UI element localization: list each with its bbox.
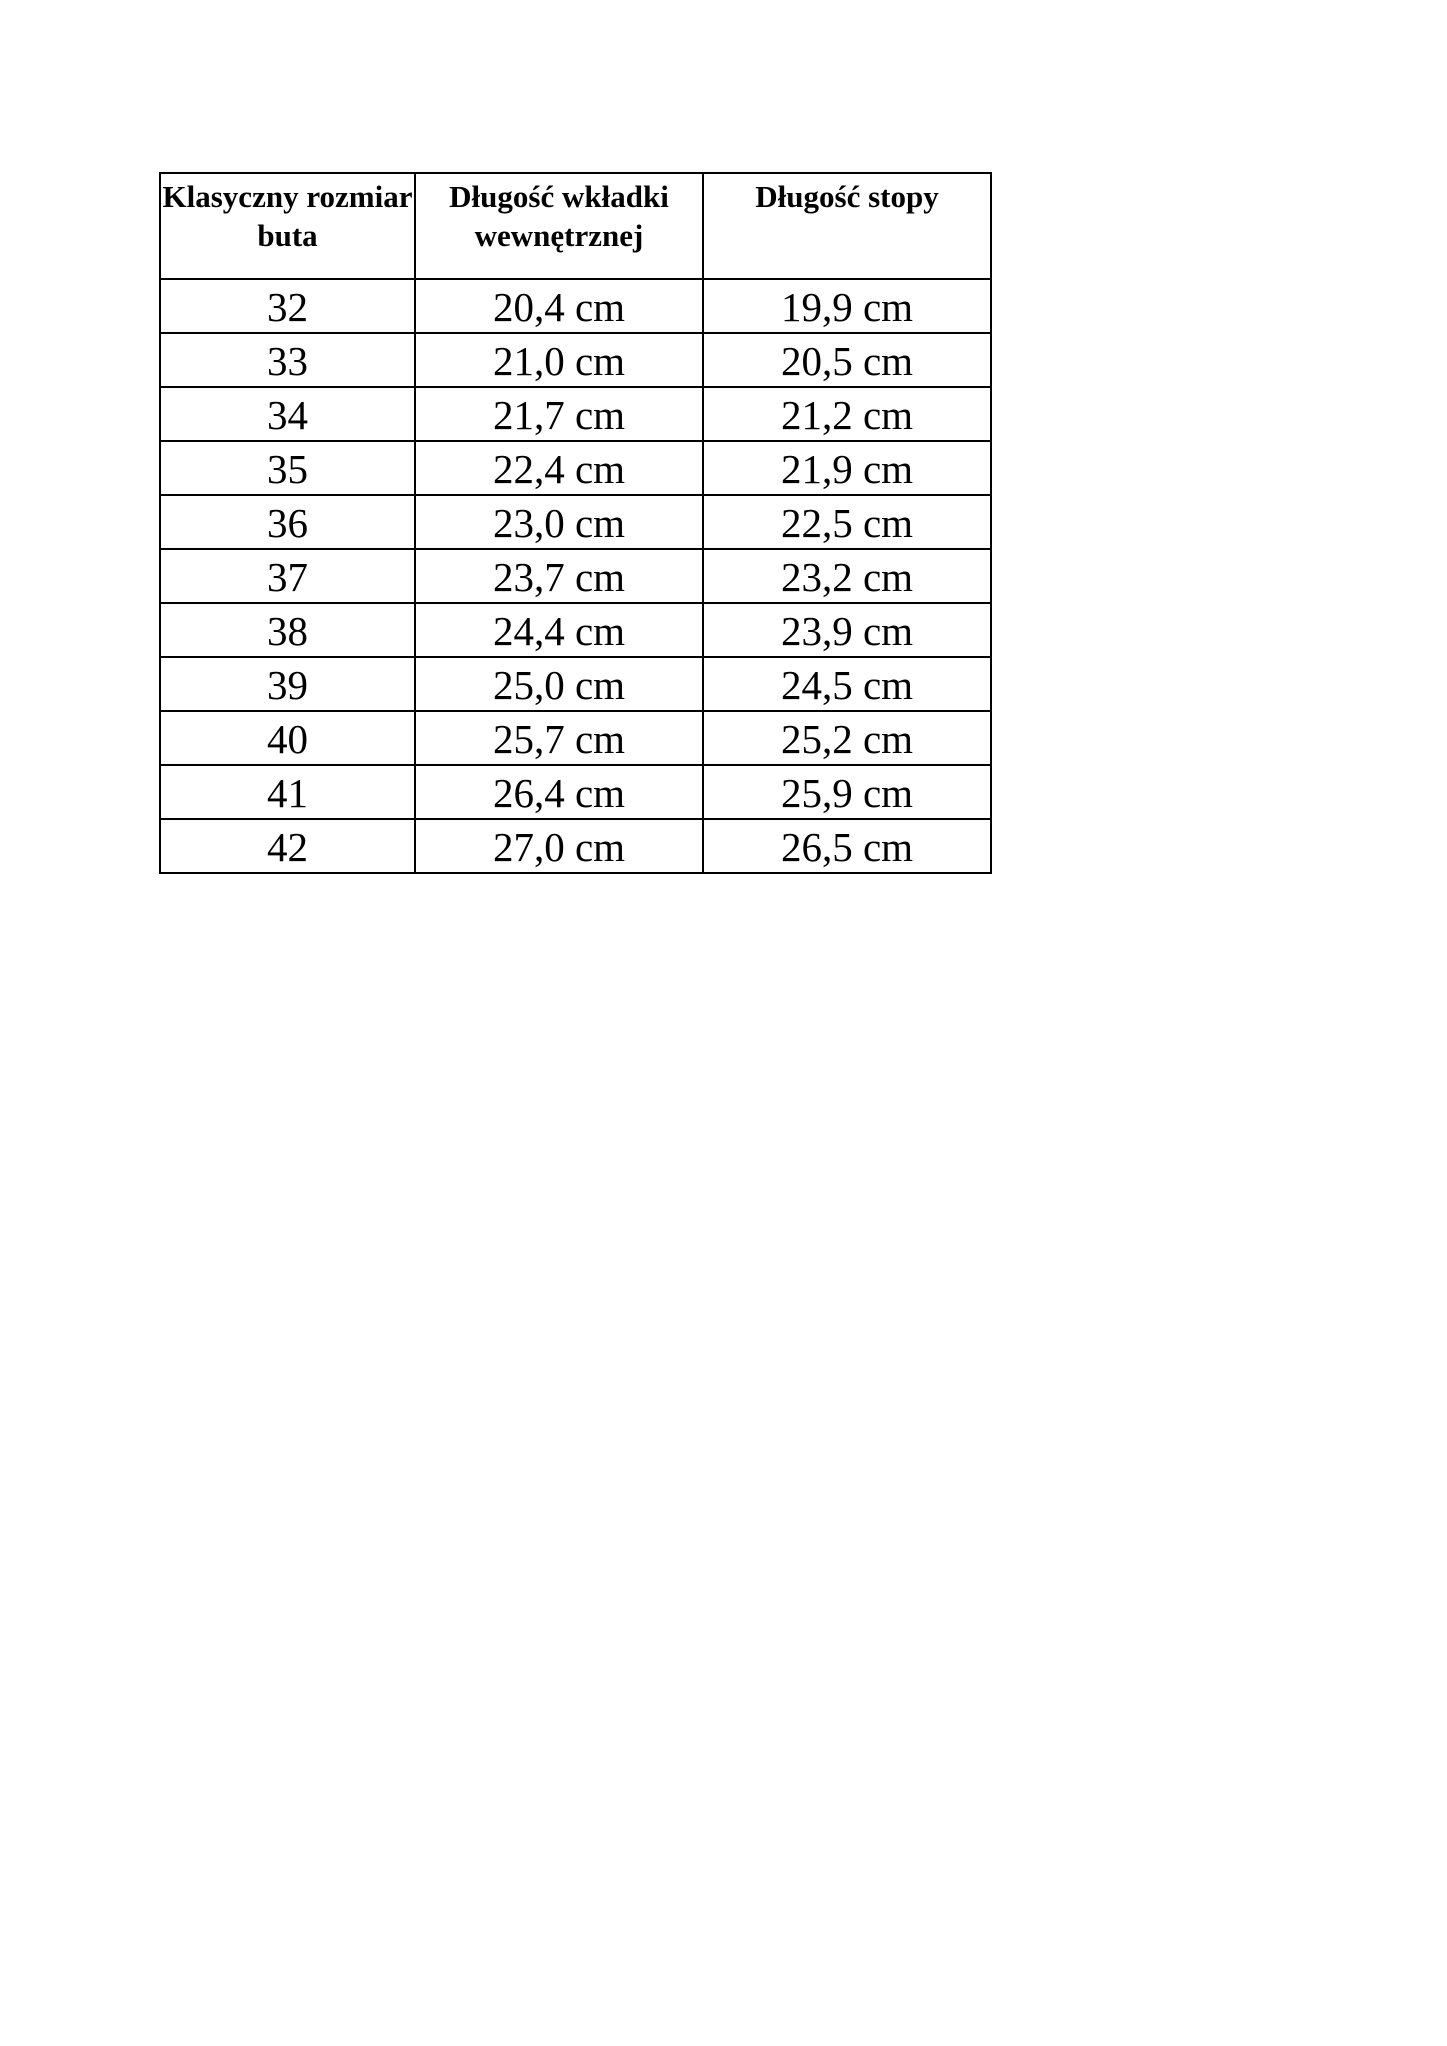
cell-insole-length: 22,4 cm bbox=[415, 441, 703, 495]
cell-insole-length: 25,7 cm bbox=[415, 711, 703, 765]
cell-shoe-size: 36 bbox=[160, 495, 415, 549]
table-row bbox=[160, 657, 991, 711]
cell-insole-length: 24,4 cm bbox=[415, 603, 703, 657]
cell-shoe-size: 37 bbox=[160, 549, 415, 603]
cell-insole-length: 23,7 cm bbox=[415, 549, 703, 603]
cell-insole-length: 20,4 cm bbox=[415, 279, 703, 333]
cell-insole-length: 21,7 cm bbox=[415, 387, 703, 441]
cell-shoe-size: 34 bbox=[160, 387, 415, 441]
cell-shoe-size: 32 bbox=[160, 279, 415, 333]
cell-foot-length: 23,9 cm bbox=[703, 603, 991, 657]
cell-foot-length: 24,5 cm bbox=[703, 657, 991, 711]
cell-foot-length: 22,5 cm bbox=[703, 495, 991, 549]
table-row bbox=[160, 819, 991, 873]
cell-shoe-size: 38 bbox=[160, 603, 415, 657]
cell-insole-length: 27,0 cm bbox=[415, 819, 703, 873]
cell-foot-length: 21,9 cm bbox=[703, 441, 991, 495]
cell-foot-length: 19,9 cm bbox=[703, 279, 991, 333]
cell-shoe-size: 33 bbox=[160, 333, 415, 387]
table-row bbox=[160, 279, 991, 333]
header-insole-length: Długość wkładki wewnętrznej bbox=[415, 173, 703, 279]
table-header-row bbox=[160, 173, 991, 279]
shoe-size-table bbox=[159, 172, 992, 874]
cell-foot-length: 25,2 cm bbox=[703, 711, 991, 765]
header-shoe-size: Klasyczny rozmiar buta bbox=[160, 173, 415, 279]
cell-foot-length: 20,5 cm bbox=[703, 333, 991, 387]
cell-shoe-size: 40 bbox=[160, 711, 415, 765]
cell-shoe-size: 41 bbox=[160, 765, 415, 819]
table-row bbox=[160, 495, 991, 549]
cell-foot-length: 25,9 cm bbox=[703, 765, 991, 819]
table-body bbox=[160, 279, 991, 873]
cell-insole-length: 26,4 cm bbox=[415, 765, 703, 819]
cell-shoe-size: 42 bbox=[160, 819, 415, 873]
cell-insole-length: 23,0 cm bbox=[415, 495, 703, 549]
cell-foot-length: 23,2 cm bbox=[703, 549, 991, 603]
table-row bbox=[160, 603, 991, 657]
table-row bbox=[160, 387, 991, 441]
header-foot-length: Długość stopy bbox=[703, 173, 991, 279]
table-row bbox=[160, 711, 991, 765]
table-row bbox=[160, 549, 991, 603]
cell-insole-length: 21,0 cm bbox=[415, 333, 703, 387]
table-row bbox=[160, 441, 991, 495]
cell-foot-length: 26,5 cm bbox=[703, 819, 991, 873]
cell-foot-length: 21,2 cm bbox=[703, 387, 991, 441]
cell-shoe-size: 35 bbox=[160, 441, 415, 495]
cell-shoe-size: 39 bbox=[160, 657, 415, 711]
table-row bbox=[160, 765, 991, 819]
cell-insole-length: 25,0 cm bbox=[415, 657, 703, 711]
table-row bbox=[160, 333, 991, 387]
